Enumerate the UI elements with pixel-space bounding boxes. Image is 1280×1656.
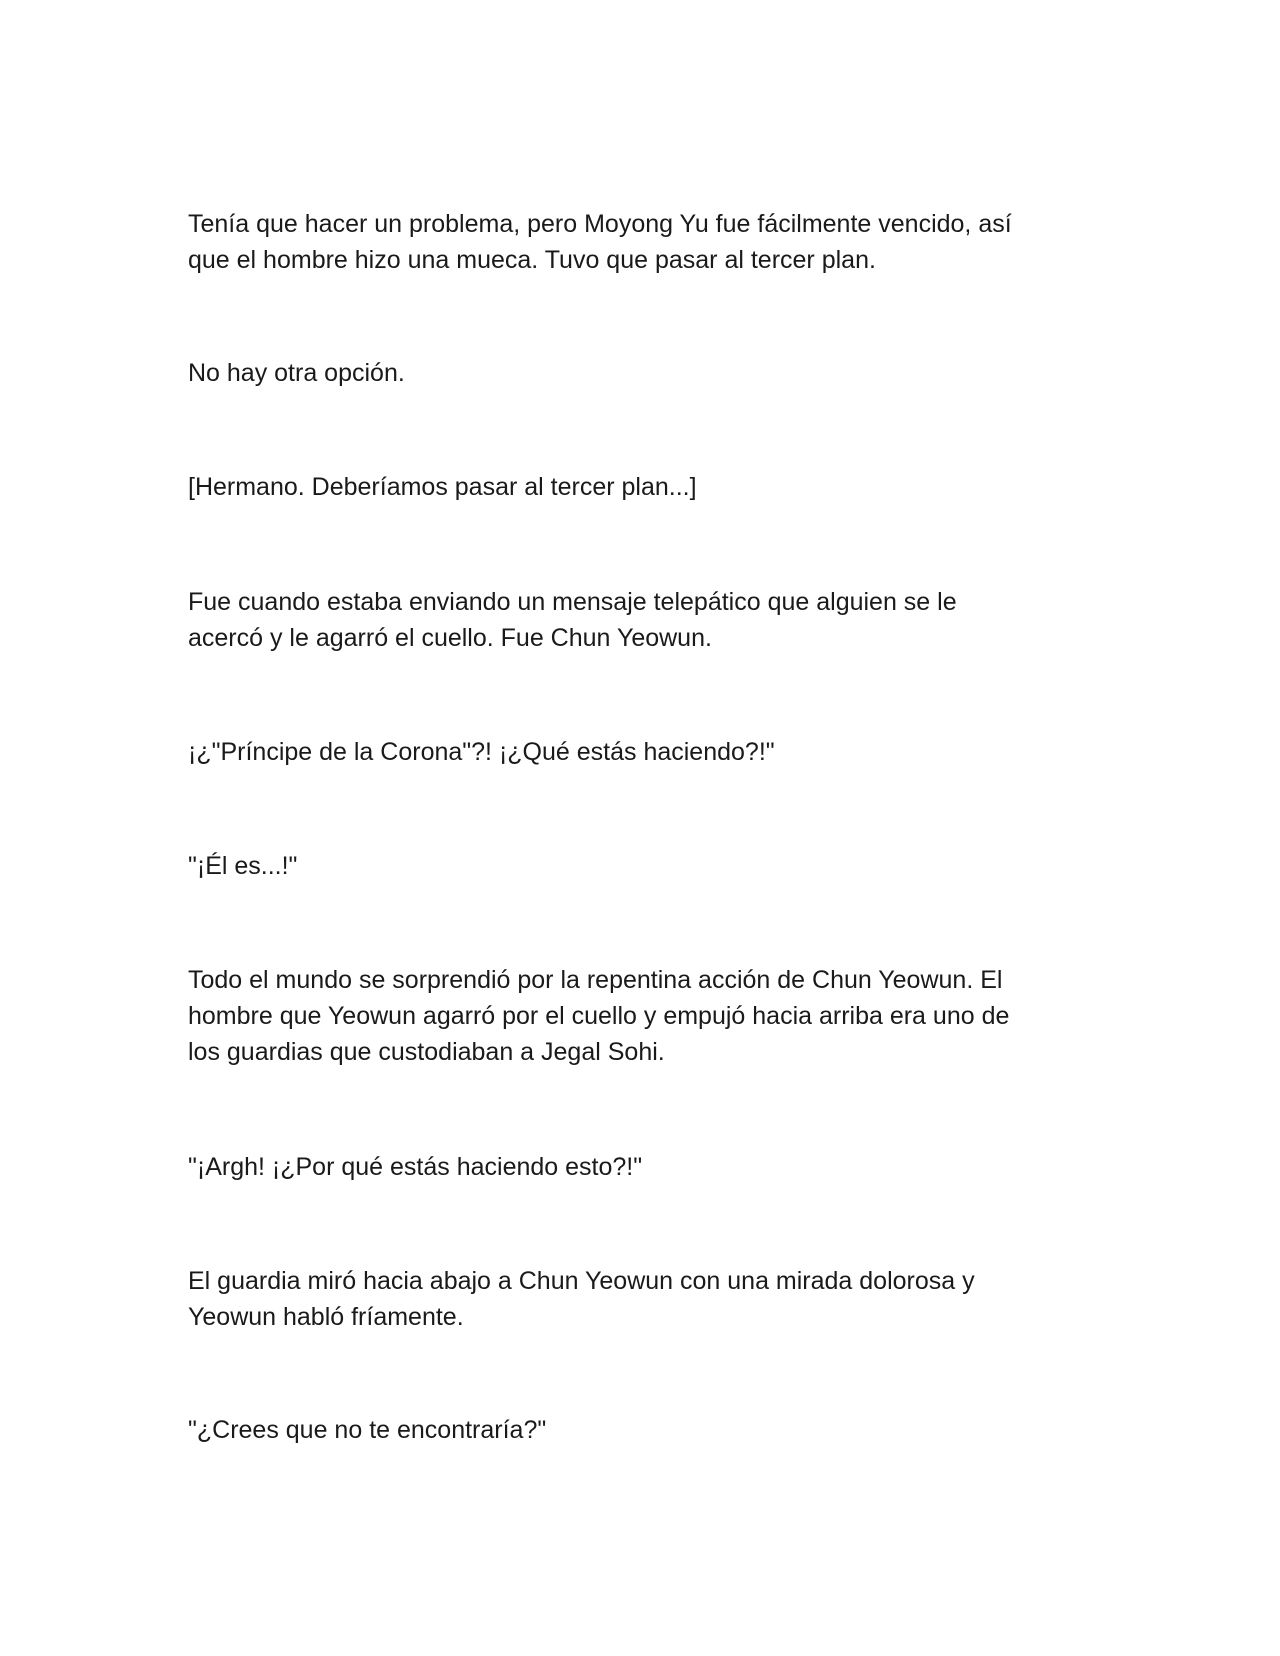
paragraph-line: ¡¿"Príncipe de la Corona"?! ¡¿Qué estás haciendo?!" (188, 738, 775, 766)
paragraph-line: [Hermano. Deberíamos pasar al tercer plan...] (188, 473, 697, 501)
paragraph-line: "¡Él es...!" (188, 852, 298, 880)
paragraph-line: acercó y le agarró el cuello. Fue Chun Yeowun. (188, 624, 712, 652)
paragraph-line: No hay otra opción. (188, 359, 405, 387)
paragraph-line: "¿Crees que no te encontraría?" (188, 1416, 547, 1444)
paragraph-3 (188, 469, 1088, 505)
paragraph-4 (188, 584, 1088, 656)
paragraph-line: hombre que Yeowun agarró por el cuello y empujó hacia arriba era uno de (188, 1002, 1010, 1030)
paragraph-10 (188, 1412, 1088, 1448)
paragraph-2 (188, 355, 1088, 391)
paragraph-line: Tenía que hacer un problema, pero Moyong Yu fue fácilmente vencido, así (188, 210, 1012, 238)
paragraph-5 (188, 734, 1088, 770)
paragraph-line: Todo el mundo se sorprendió por la repentina acción de Chun Yeowun. El (188, 966, 1003, 994)
paragraph-1 (188, 206, 1088, 278)
paragraph-line: El guardia miró hacia abajo a Chun Yeowun con una mirada dolorosa y (188, 1267, 975, 1295)
paragraph-line: que el hombre hizo una mueca. Tuvo que pasar al tercer plan. (188, 246, 876, 274)
paragraph-8 (188, 1149, 1088, 1185)
paragraph-line: Fue cuando estaba enviando un mensaje telepático que alguien se le (188, 588, 957, 616)
paragraph-line: Yeowun habló fríamente. (188, 1303, 464, 1331)
paragraph-6 (188, 848, 1088, 884)
paragraph-line: los guardias que custodiaban a Jegal Sohi. (188, 1038, 665, 1066)
paragraph-7 (188, 962, 1088, 1070)
paragraph-9 (188, 1263, 1088, 1335)
paragraph-line: "¡Argh! ¡¿Por qué estás haciendo esto?!" (188, 1153, 643, 1181)
